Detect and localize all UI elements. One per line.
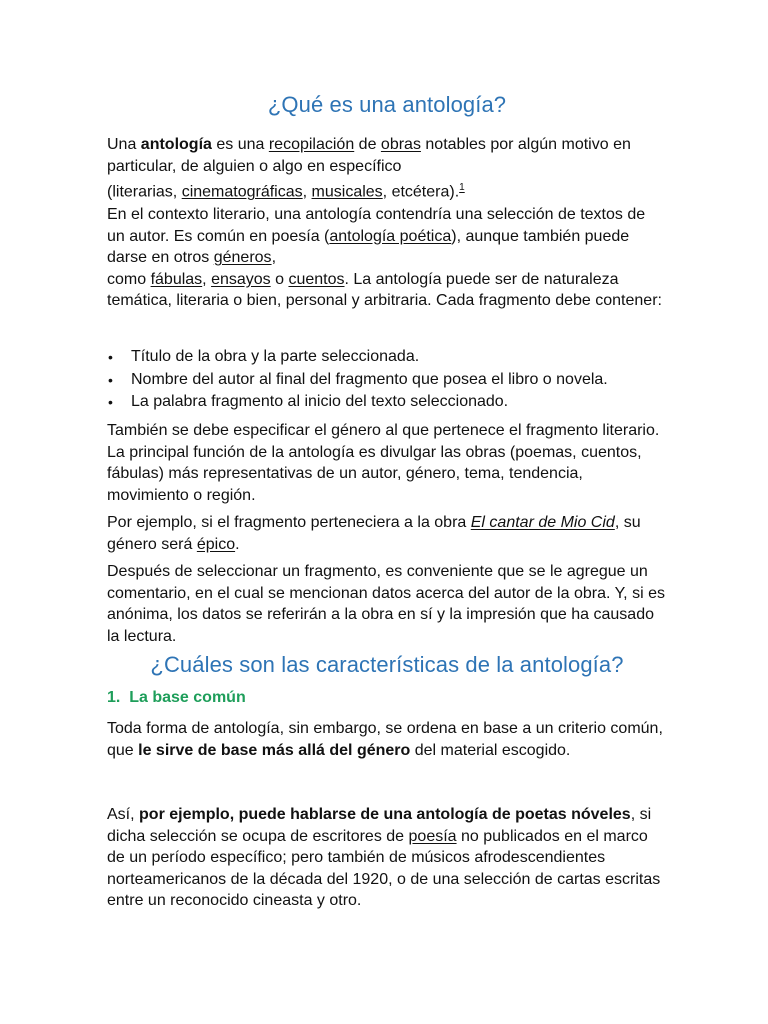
heading-que-es: ¿Qué es una antología? bbox=[267, 92, 507, 117]
fragment-requirements-list bbox=[107, 346, 667, 414]
paragraph-genre: También se debe especificar el género al que pertenece el fragmento literario. La principal función de la antología es divulgar las obras (poemas, cuentos, fábulas) más representativas de un autor, género, tema, tendencia, movimiento o región. bbox=[107, 422, 660, 504]
link-fabulas[interactable]: fábulas bbox=[150, 270, 203, 288]
subheading-base-comun: 1. La base común bbox=[107, 689, 246, 706]
list-item: • La palabra fragmento al inicio del texto seleccionado. bbox=[107, 391, 667, 414]
link-ensayos[interactable]: ensayos bbox=[211, 270, 271, 288]
link-musicales[interactable]: musicales bbox=[311, 183, 383, 201]
heading-caracteristicas: ¿Cuáles son las características de la antología? bbox=[150, 652, 624, 677]
link-recopilacion[interactable]: recopilación bbox=[268, 136, 355, 153]
link-cinematograficas[interactable]: cinematográficas bbox=[181, 183, 303, 201]
paragraph-example: Por ejemplo, si el fragmento perteneciera a la obra El cantar de Mio Cid, su género será épico. bbox=[107, 514, 641, 553]
paragraph-base-comun: Toda forma de antología, sin embargo, se ordena en base a un criterio común, que le sirve de base más allá del género del material escogido. bbox=[107, 720, 663, 759]
link-obras[interactable]: obras bbox=[380, 136, 421, 153]
link-generos[interactable]: géneros bbox=[213, 249, 272, 266]
link-cuentos[interactable]: cuentos bbox=[288, 270, 345, 288]
link-antologia-poetica[interactable]: antología poética bbox=[329, 227, 452, 245]
paragraph-comment: Después de seleccionar un fragmento, es conveniente que se le agregue un comentario, en el cual se mencionan datos acerca del autor de la obra. Y, si es anónima, los datos se referirán a la obra en sí y la impresión que ha causado la lectura. bbox=[107, 563, 665, 645]
paragraph-definition: Una antología es una recopilación de obras notables por algún motivo en particular, de alguien o algo en específico (literarias, cinematográficas, musicales, etcétera).$^1$ bbox=[107, 136, 631, 201]
link-cantar-mio-cid[interactable]: El cantar de Mio Cid bbox=[470, 514, 615, 531]
link-epico[interactable]: épico bbox=[196, 535, 236, 553]
footnote-link[interactable]: 1 bbox=[459, 182, 465, 193]
list-item: • Título de la obra y la parte seleccionada. bbox=[107, 346, 667, 369]
paragraph-ejemplo-poetas: Así, por ejemplo, puede hablarse de una antología de poetas nóveles, si dicha selección se ocupa de escritores de poesía no publicados en el marco de un período específico; pero también de músicos afrodescendientes norteamericanos de la década del 1920, o de una selección de cartas escritas entre un reconocido cineasta y otro. bbox=[107, 806, 661, 909]
paragraph-context: En el contexto literario, una antología contendría una selección de textos de un autor. Es común en poesía (antología poética), aunque también puede darse en otros géneros, como fábulas, ensayos o cuentos. La antología puede ser de naturaleza temática, literaria o bien, personal y arbitraria. Cada fragmento debe contener: bbox=[107, 206, 662, 309]
link-poesia[interactable]: poesía bbox=[408, 827, 457, 845]
list-item: • Nombre del autor al final del fragmento que posea el libro o novela. bbox=[107, 369, 667, 392]
